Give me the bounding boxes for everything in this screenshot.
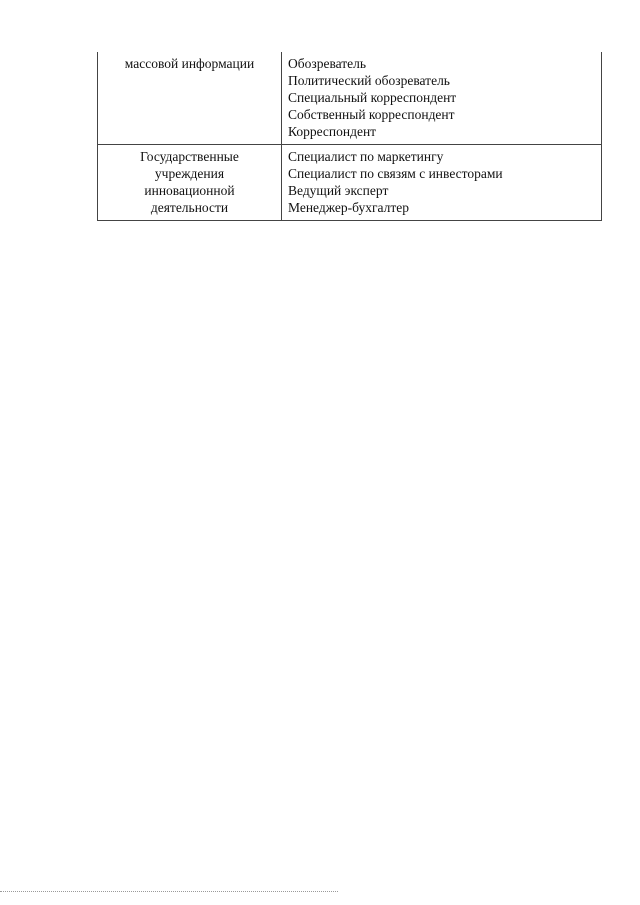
table-row bbox=[98, 145, 602, 221]
organization-line: деятельности bbox=[150, 200, 229, 215]
organization-cell bbox=[98, 145, 282, 221]
organization-name bbox=[98, 52, 281, 76]
positions-list bbox=[282, 52, 601, 144]
table-row bbox=[98, 52, 602, 145]
list-item: Специалист по связям с инвесторами bbox=[288, 166, 503, 181]
list-item: Менеджер-бухгалтер bbox=[288, 200, 409, 215]
list-item: Специальный корреспондент bbox=[288, 90, 457, 105]
organization-line: инновационной bbox=[144, 183, 235, 198]
organization-cell bbox=[98, 52, 282, 145]
organization-line: Государственные bbox=[140, 149, 239, 164]
positions-cell bbox=[282, 52, 602, 145]
organization-line: учреждения bbox=[154, 166, 225, 181]
list-item: Ведущий эксперт bbox=[288, 183, 389, 198]
list-item: Специалист по маркетингу bbox=[288, 149, 444, 164]
organization-line: массовой информации bbox=[124, 56, 255, 71]
list-item: Обозреватель bbox=[288, 56, 367, 71]
page-bottom-divider bbox=[0, 891, 338, 892]
list-item: Политический обозреватель bbox=[288, 73, 450, 88]
list-item: Собственный корреспондент bbox=[288, 107, 455, 122]
positions-table bbox=[97, 52, 602, 221]
positions-list bbox=[282, 145, 601, 220]
organization-name bbox=[98, 145, 281, 220]
list-item: Корреспондент bbox=[288, 124, 377, 139]
positions-cell bbox=[282, 145, 602, 221]
